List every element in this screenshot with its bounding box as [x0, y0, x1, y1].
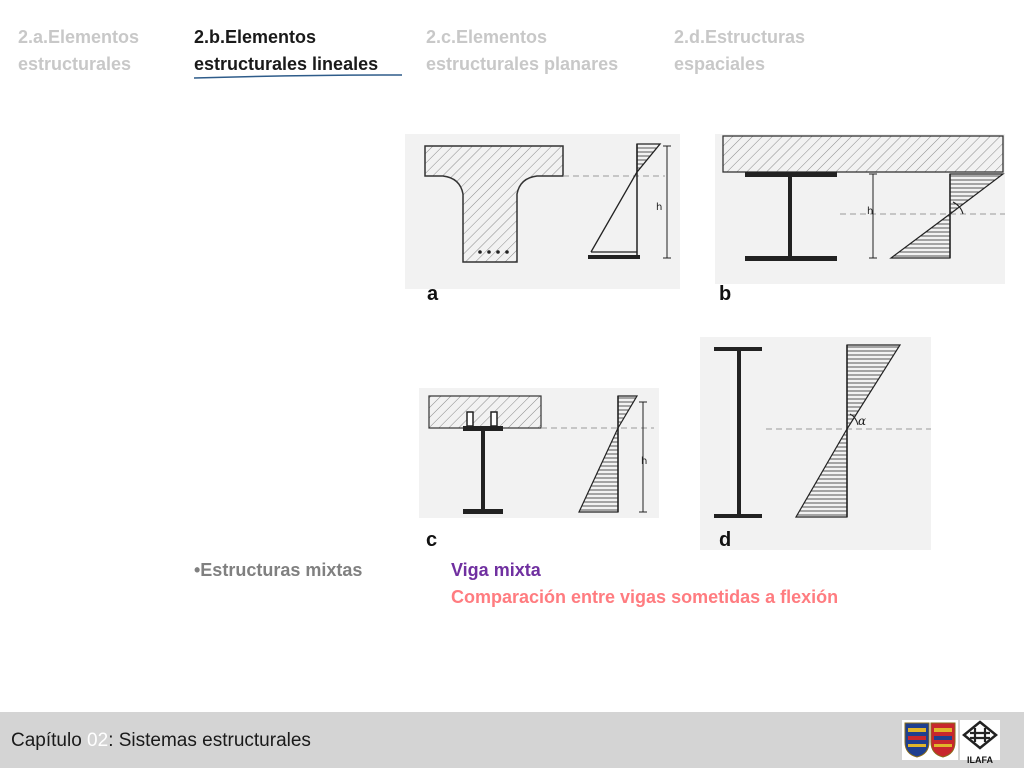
- ilafa-logo: [960, 720, 1000, 765]
- footer-bar: [0, 712, 1024, 768]
- link-viga-mixta[interactable]: Viga mixta: [451, 560, 541, 580]
- figure-d-label: d: [719, 529, 732, 551]
- figure-c-label: c: [426, 529, 438, 551]
- figure-b-label: b: [719, 283, 732, 305]
- nav-estructuras-espaciales[interactable]: [674, 24, 805, 78]
- footer-chapter-number: 02: [87, 730, 109, 751]
- university-crest-icon: [902, 720, 958, 760]
- footer-prefix: Capítulo: [11, 730, 88, 751]
- ilafa-emblem-icon: [960, 720, 1000, 750]
- link-comparacion-vigas[interactable]: Comparación entre vigas sometidas a flexión: [451, 587, 839, 607]
- nav-line: 2.b.Elementos: [194, 27, 317, 47]
- footer-suffix: : Sistemas estructurales: [108, 730, 311, 751]
- ilafa-logo-text: ILAFA: [967, 755, 993, 765]
- alpha-label: α: [858, 414, 867, 428]
- nav-line: 2.d.Estructuras: [674, 27, 806, 47]
- nav-line: espaciales: [674, 54, 766, 74]
- nav-line: estructurales: [18, 54, 132, 74]
- dim-h-label: h: [656, 202, 663, 213]
- nav-line: 2.a.Elementos: [18, 27, 140, 47]
- dim-h-label: h: [641, 456, 648, 467]
- figure-a-label: a: [427, 283, 439, 305]
- figure-c-composite-beam: [419, 388, 659, 518]
- nav-elementos-planares[interactable]: [426, 24, 618, 78]
- footer-chapter-title: [11, 730, 311, 752]
- figure-d-tall-ibeam: [700, 337, 931, 550]
- nav-line: estructurales lineales: [194, 54, 379, 74]
- figure-a-tbeam: [405, 134, 680, 289]
- active-tab-underline: [194, 74, 402, 80]
- figure-b-ibeam: [715, 134, 1005, 284]
- nav-line: estructurales planares: [426, 54, 619, 74]
- dim-h-label: h: [867, 206, 874, 217]
- nav-elementos-lineales[interactable]: [194, 24, 378, 78]
- bullet-estructuras-mixtas: •Estructuras mixtas: [194, 560, 363, 580]
- nav-line: 2.c.Elementos: [426, 27, 548, 47]
- nav-elementos-estructurales[interactable]: [18, 24, 139, 78]
